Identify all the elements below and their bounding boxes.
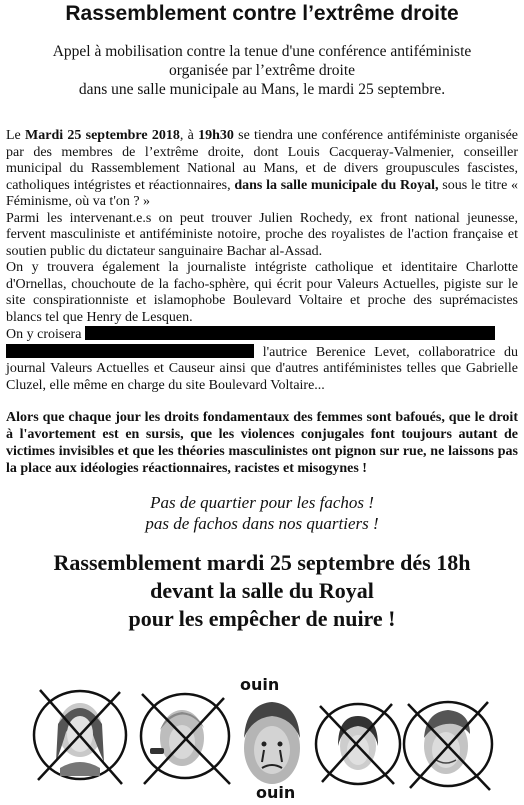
conference-venue: dans la salle municipale du Royal,: [234, 177, 439, 193]
slogan: [0, 492, 524, 534]
doodle-text-bottom: ouin: [256, 783, 296, 800]
text-run: Le: [6, 128, 26, 143]
rally-line: devant la salle du Royal: [150, 578, 374, 603]
doodled-portrait: [244, 702, 300, 784]
conference-time: 19h30: [198, 128, 234, 143]
conference-date: Mardi 25 septembre 2018: [25, 128, 180, 143]
text-run: sous le titre « Féminisme, où va t'on ? »: [6, 177, 519, 209]
crossed-portrait: [34, 690, 126, 784]
paragraph-journalist: On y trouvera également la journaliste intégriste catholique et identitaire Charlotte d'Ornellas, chouchoute de la facho-sphère, qui écrit pour Valeurs Actuelles, pigiste sur le site conspirationniste et islamophobe Boulevard Voltaire et proche des suprémacistes blancs tel que Henry de Lesquen.: [6, 260, 518, 325]
crossed-portrait: [316, 704, 400, 784]
text-run: l'autrice Berenice Levet, collaboratrice du journal Valeurs Actuelles et Causeur ainsi que d'autres antiféministes telles que Gabrielle Cluzel, elle même en charge du site Boulevard Voltaire...: [6, 344, 518, 393]
subtitle-line: Appel à mobilisation contre la tenue d'une conférence antiféministe: [52, 43, 472, 60]
redaction-bar: [85, 326, 495, 340]
flyer-title: Rassemblement contre l’extrême droite: [65, 2, 459, 25]
text-run: se tiendra une conférence antiféministe organisée par des membres de l’extrême droite, dont Louis Cacqueray-Valmenier, conseiller municipal du Rassemblement National au Mans, et de divers groupuscules fascistes, catholiques intégristes et réactionnaires,: [6, 128, 519, 193]
crossed-portrait: [404, 702, 492, 790]
rally-line: pour les empêcher de nuire !: [128, 606, 396, 631]
redaction-bar: [6, 344, 254, 358]
flyer-subtitle: [20, 42, 504, 99]
conference-description: [6, 128, 518, 394]
paragraph-speakers: Parmi les intervenant.e.s on peut trouver Julien Rochedy, ex front national jeunesse, fervent masculiniste et antiféministe notoire, proche des royalistes de l'action française et soutien public du dictateur sanguinaire Bachar al-Assad.: [6, 210, 518, 259]
portraits-drawing: [0, 672, 524, 800]
crossed-out-portraits: [0, 672, 524, 800]
paragraph-conference: [6, 128, 518, 211]
rally-announcement: [0, 549, 524, 633]
text-run: On y croisera: [6, 327, 82, 342]
paragraph-redacted: [6, 326, 518, 394]
subtitle-line: organisée par l’extrême droite: [168, 62, 356, 79]
slogan-line: pas de fachos dans nos quartiers !: [145, 514, 379, 533]
slogan-line: Pas de quartier pour les fachos !: [150, 493, 374, 512]
rally-line: Rassemblement mardi 25 septembre dés 18h: [53, 550, 471, 575]
crossed-portrait: [141, 694, 230, 784]
text-run: , à: [179, 128, 199, 143]
call-to-action-paragraph: Alors que chaque jour les droits fondamentaux des femmes sont bafoués, que le droit à l'avortement est en sursis, que les violences conjugales font toujours autant de victimes invisibles et que les théories masculinistes ont pignon sur rue, ne laissons pas la place aux idéologies réactionnaires, racistes et misogynes !: [6, 410, 518, 476]
subtitle-line: dans une salle municipale au Mans, le mardi 25 septembre.: [78, 81, 446, 98]
doodle-text-top: ouin: [240, 675, 280, 694]
